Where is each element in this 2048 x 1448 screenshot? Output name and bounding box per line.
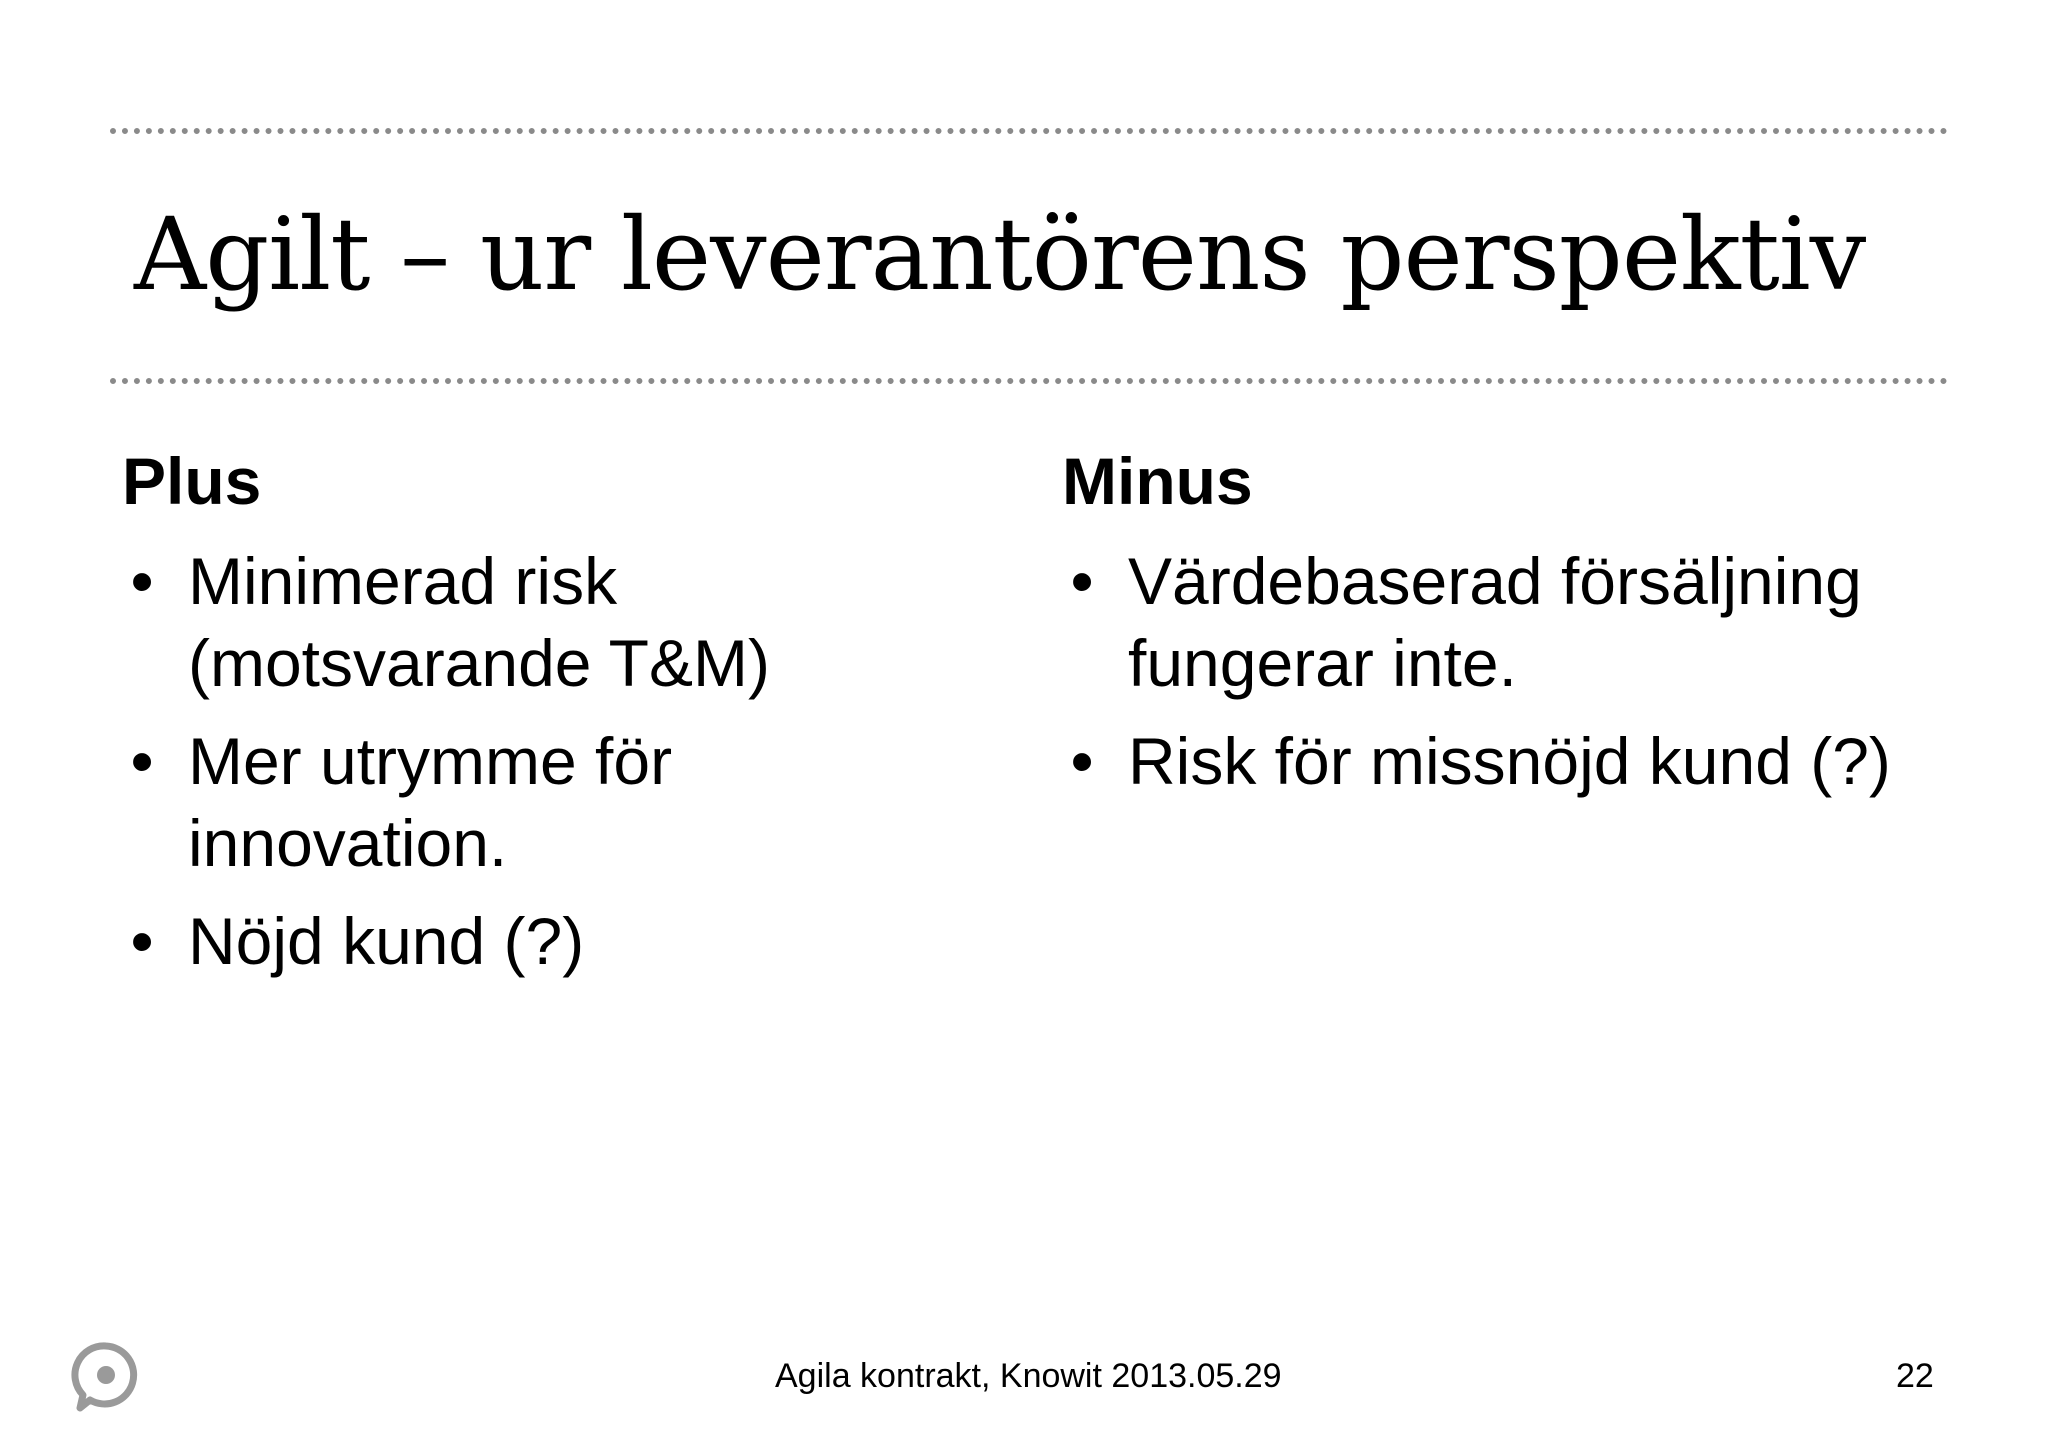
minus-list-item [1062, 540, 1962, 704]
bullet-icon: • [130, 904, 154, 978]
knowit-logo-icon [70, 1340, 142, 1412]
plus-item-text: Mer utrymme för innovation. [188, 724, 673, 880]
plus-heading: Plus [122, 444, 262, 518]
plus-item-text: Nöjd kund (?) [188, 904, 585, 978]
minus-item-text: Värdebaserad försäljning fungerar inte. [1128, 544, 1862, 700]
bullet-icon: • [1070, 724, 1094, 798]
page-number: 22 [1896, 1357, 1934, 1395]
title-top-divider [110, 128, 1948, 134]
title-bottom-divider [110, 378, 1948, 384]
plus-column [122, 440, 1002, 998]
plus-list [122, 540, 1002, 982]
plus-list-item [122, 720, 1002, 884]
footer-caption: Agila kontrakt, Knowit 2013.05.29 [775, 1357, 1282, 1395]
plus-list-item [122, 900, 1002, 982]
bullet-icon: • [130, 724, 154, 798]
plus-list-item [122, 540, 1002, 704]
minus-heading: Minus [1062, 444, 1253, 518]
minus-item-text: Risk för missnöjd kund (?) [1128, 724, 1891, 798]
slide-title: Agilt – ur leverantörens perspektiv [134, 196, 1866, 313]
plus-item-text: Minimerad risk (motsvarande T&M) [188, 544, 770, 700]
bullet-icon: • [1070, 544, 1094, 618]
minus-list-item [1062, 720, 1962, 802]
bullet-icon: • [130, 544, 154, 618]
minus-column [1062, 440, 1962, 818]
minus-list [1062, 540, 1962, 802]
